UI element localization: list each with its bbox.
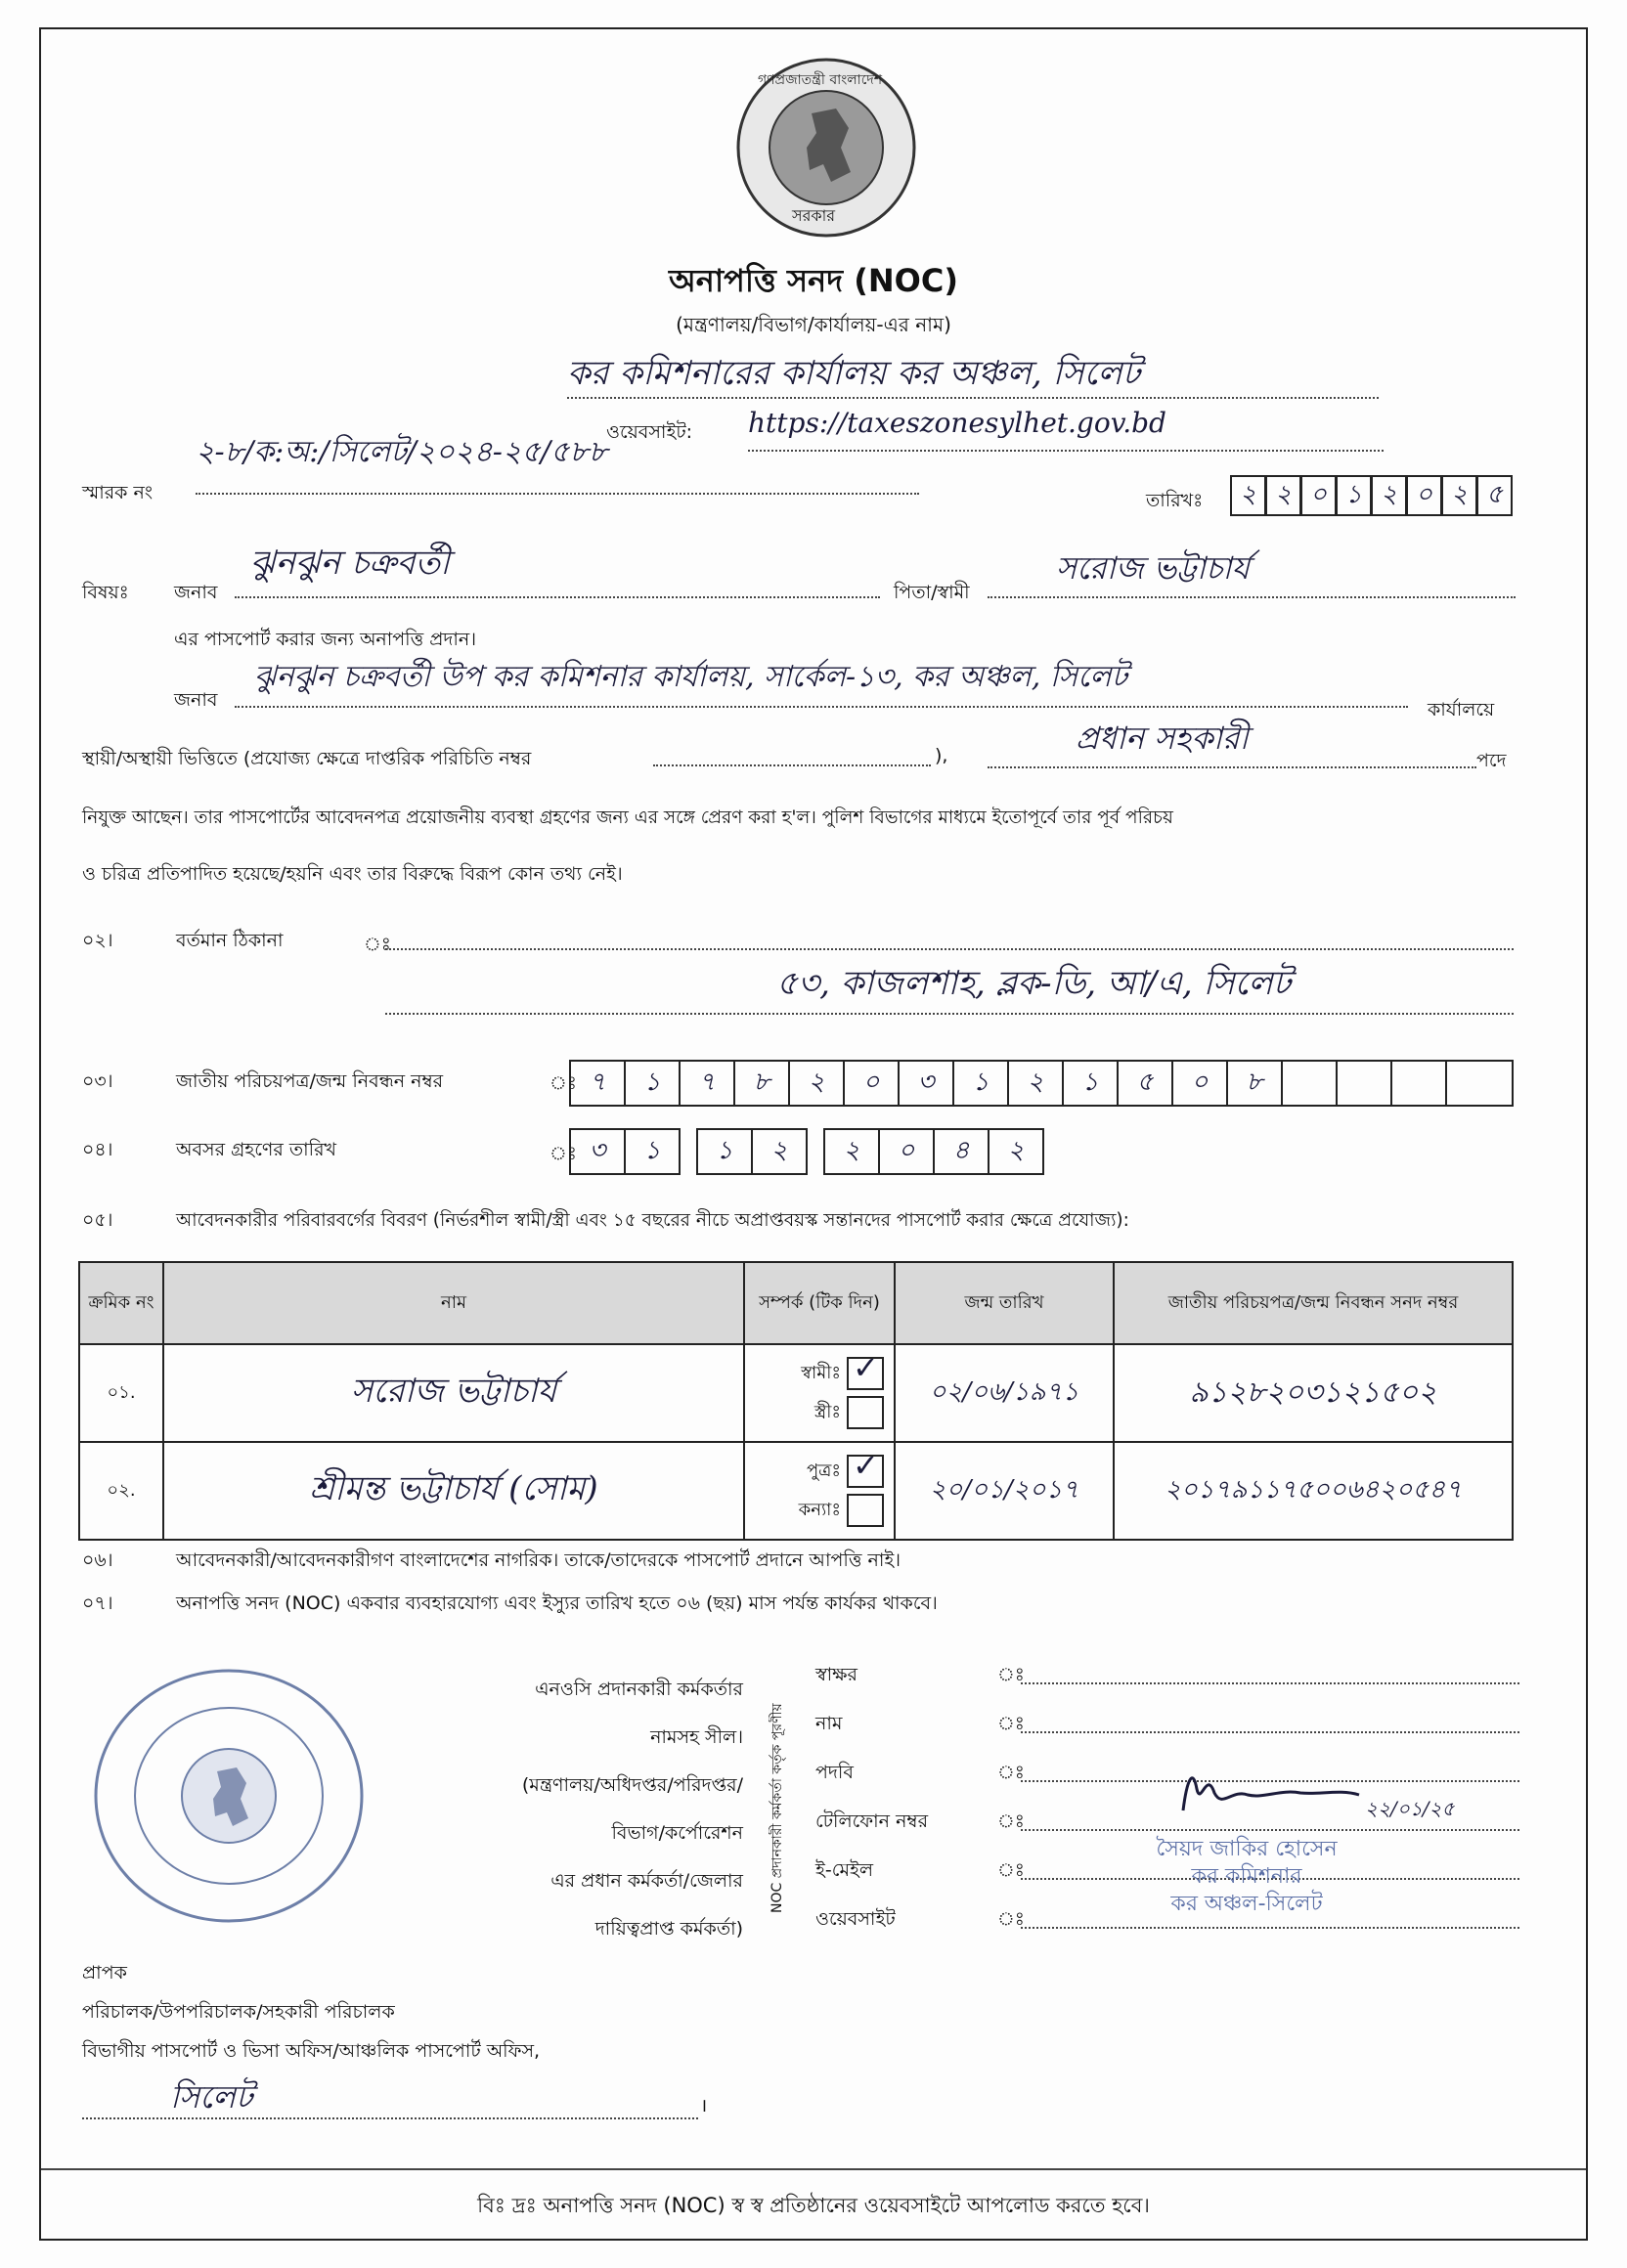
date-boxes	[1230, 475, 1514, 516]
footer-divider	[41, 2168, 1586, 2170]
retirement-digit: ২	[823, 1128, 880, 1175]
family-table	[78, 1261, 1514, 1541]
item-07-num: ০৭।	[82, 1592, 113, 1614]
field-label: ই-মেইল	[815, 1859, 874, 1881]
website-value: https://taxeszonesylhet.gov.bd	[748, 407, 1384, 452]
office-name-line	[567, 348, 1379, 399]
item-02-colon: ঃ	[364, 934, 391, 955]
nid-digit: ৮	[733, 1060, 790, 1107]
field-colon: ঃ	[997, 1713, 1025, 1734]
relation-option-label: স্বামীঃ	[801, 1363, 841, 1383]
row-serial: ০১.	[79, 1344, 163, 1442]
item-03-num: ০৩।	[82, 1070, 113, 1092]
relation-checkbox-checked[interactable]	[847, 1455, 884, 1488]
item-05-label: আবেদনকারীর পরিবারবর্গের বিবরণ (নির্ভরশীল স্বামী/স্ত্রী এবং ১৫ বছরের নীচে অপ্রাপ্তবয়স্ক সন্তানদের পাসপোর্ট করার ক্ষেত্রে প্রযোজ্য):	[176, 1210, 1129, 1231]
field-colon: ঃ	[997, 1810, 1025, 1832]
recipient-line1: পরিচালক/উপপরিচালক/সহকারী পরিচালক	[82, 2001, 395, 2023]
father-value: সরোজ ভট্টাচার্য	[988, 544, 1516, 598]
nid-digit: ২	[1007, 1060, 1064, 1107]
signatory-description	[411, 1666, 743, 1953]
field-name	[815, 1701, 1519, 1750]
nid-digit: ৭	[679, 1060, 735, 1107]
nid-digit: ৮	[1226, 1060, 1283, 1107]
item-05-num: ০৫।	[82, 1209, 113, 1231]
body-mr-label: জনাব	[174, 689, 218, 711]
recipient-line2: বিভাগীয় পাসপোর্ট ও ভিসা অফিস/আঞ্চলিক পাসপোর্ট অফিস,	[82, 2040, 541, 2062]
official-stamp	[1095, 1836, 1398, 1918]
subject-mr-label: জনাব	[174, 582, 218, 603]
header-serial: ক্রমিক নং	[79, 1262, 163, 1344]
row-relation	[744, 1344, 895, 1442]
retirement-digit: ৪	[933, 1128, 989, 1175]
signatory-line: এর প্রধান কর্মকর্তা/জেলার	[550, 1870, 743, 1892]
field-colon: ঃ	[997, 1859, 1025, 1881]
post-value: প্রধান সহকারী	[988, 714, 1476, 768]
field-colon: ঃ	[997, 1664, 1025, 1685]
item-02-label: বর্তমান ঠিকানা	[176, 930, 284, 951]
footer-note: বিঃ দ্রঃ অনাপত্তি সনদ (NOC) স্ব স্ব প্রতিষ্ঠানের ওয়েবসাইটে আপলোড করতে হবে।	[477, 2194, 1150, 2217]
relation-option-label: কন্যাঃ	[798, 1500, 841, 1520]
item-02-num: ০২।	[82, 930, 113, 951]
nid-digit: ০	[843, 1060, 900, 1107]
relation-checkbox[interactable]	[847, 1494, 884, 1527]
basis-close: ),	[935, 745, 948, 766]
retirement-digit: ০	[878, 1128, 935, 1175]
post-suffix: পদে	[1476, 750, 1507, 771]
nid-digit	[1336, 1060, 1392, 1107]
retirement-digit: ২	[751, 1128, 808, 1175]
item-04-colon: ঃ	[550, 1143, 577, 1164]
item-03-colon: ঃ	[550, 1072, 577, 1094]
relation-option-label: পুত্রঃ	[806, 1461, 841, 1481]
stamp-office: কর অঞ্চল-সিলেট	[1170, 1892, 1323, 1916]
nid-digit: ৩	[898, 1060, 954, 1107]
field-label: পদবি	[815, 1762, 854, 1783]
field-label: নাম	[815, 1713, 843, 1734]
official-id-line	[653, 743, 931, 766]
row-relation	[744, 1442, 895, 1540]
field-label: স্বাক্ষর	[815, 1664, 857, 1685]
item-04-label: অবসর গ্রহণের তারিখ	[176, 1139, 337, 1160]
stamp-title: কর কমিশনার	[1191, 1864, 1302, 1889]
nid-boxes	[569, 1060, 1514, 1107]
family-table-header	[79, 1262, 1513, 1344]
item-06-num: ০৬।	[82, 1549, 113, 1571]
table-row	[79, 1442, 1513, 1540]
nid-digit: ২	[788, 1060, 845, 1107]
nid-digit: ৭	[569, 1060, 626, 1107]
date-digit: ২	[1265, 475, 1301, 516]
recipient-city: সিলেট	[82, 2072, 698, 2119]
body-para1: নিযুক্ত আছেন। তার পাসপোর্টের আবেদনপত্র প্রয়োজনীয় ব্যবস্থা গ্রহণের জন্য এর সঙ্গে প্রেরণ করা হ'ল। পুলিশ বিভাগের মাধ্যমে ইতোপূর্বে তার পূর্ব পরিচয়	[82, 807, 1173, 828]
body-mr-value: ঝুনঝুন চক্রবর্তী উপ কর কমিশনার কার্যালয়, সার্কেল-১৩, কর অঞ্চল, সিলেট	[235, 653, 1408, 708]
date-digit: ২	[1441, 475, 1477, 516]
nid-digit: ১	[1062, 1060, 1119, 1107]
table-row	[79, 1344, 1513, 1442]
subject-line2: এর পাসপোর্ট করার জন্য অনাপত্তি প্রদান।	[174, 629, 477, 650]
emblem-ring-bottom: সরকার	[792, 206, 836, 225]
office-name: কর কমিশনারের কার্যালয় কর অঞ্চল, সিলেট	[567, 354, 1141, 393]
row-name: সরোজ ভট্টাচার্য	[163, 1344, 744, 1442]
document-title: অনাপত্তি সনদ (NOC)	[669, 262, 958, 299]
retirement-digit: ৩	[569, 1128, 626, 1175]
row-nid: ৯১২৮২০৩১২১৫০২	[1114, 1344, 1513, 1442]
row-serial: ০২.	[79, 1442, 163, 1540]
row-name: শ্রীমন্ত ভট্টাচার্য (সোম)	[163, 1442, 744, 1540]
retirement-digit: ১	[624, 1128, 681, 1175]
sign-date: ২২/০১/২৫	[1365, 1797, 1455, 1820]
date-digit: ২	[1230, 475, 1266, 516]
nid-digit: ১	[952, 1060, 1009, 1107]
item-03-label: জাতীয় পরিচয়পত্র/জন্ম নিবন্ধন নম্বর	[176, 1070, 444, 1092]
basis-text: স্থায়ী/অস্থায়ী ভিত্তিতে (প্রযোজ্য ক্ষেত্রে দাপ্তরিক পরিচিতি নম্বর	[82, 748, 532, 769]
office-seal	[90, 1664, 368, 1928]
emblem-ring-top: গণপ্রজাতন্ত্রী বাংলাদেশ	[758, 72, 882, 88]
date-digit: ৫	[1476, 475, 1513, 516]
relation-checkbox[interactable]	[847, 1396, 884, 1429]
signatory-line: (মন্ত্রণালয়/অধিদপ্তর/পরিদপ্তর/	[521, 1774, 743, 1796]
handwritten-signature	[1154, 1760, 1388, 1818]
website-label: ওয়েবসাইট:	[606, 421, 693, 443]
father-label: পিতা/স্বামী	[894, 582, 970, 603]
noc-vertical-label: NOC প্রদানকারী কর্মকর্তা কর্তৃক পূরণীয়	[770, 1703, 785, 1914]
memo-label: স্মারক নং	[82, 482, 154, 503]
item-04-num: ০৪।	[82, 1139, 113, 1160]
subject-label: বিষয়ঃ	[82, 582, 129, 603]
address-line-1	[385, 927, 1514, 950]
row-dob: ০২/০৬/১৯৭১	[895, 1344, 1114, 1442]
row-dob: ২০/০১/২০১৭	[895, 1442, 1114, 1540]
field-line	[1021, 1718, 1519, 1733]
stamp-name: সৈয়দ জাকির হোসেন	[1156, 1837, 1338, 1861]
item-07-text: অনাপত্তি সনদ (NOC) একবার ব্যবহারযোগ্য এবং ইস্যুর তারিখ হতে ০৬ (ছয়) মাস পর্যন্ত কার্যকর থাকবে।	[176, 1592, 938, 1614]
nid-digit: ১	[624, 1060, 681, 1107]
recipient-label: প্রাপক	[82, 1962, 127, 1984]
signatory-line: বিভাগ/কর্পোরেশন	[611, 1822, 743, 1844]
field-label: টেলিফোন নম্বর	[815, 1810, 929, 1832]
nid-digit	[1281, 1060, 1338, 1107]
address-value: ৫৩, কাজলশাহ, ব্লক-ডি, আ/এ, সিলেট	[385, 958, 1514, 1015]
date-label: তারিখঃ	[1146, 490, 1204, 511]
item-06-text: আবেদনকারী/আবেদনকারীগণ বাংলাদেশের নাগরিক। তাকে/তাদেরকে পাসপোর্ট প্রদানে আপত্তি নাই।	[176, 1549, 901, 1571]
document-subtitle: (মন্ত্রণালয়/বিভাগ/কার্যালয়-এর নাম)	[676, 313, 951, 336]
relation-checkbox-checked[interactable]	[847, 1357, 884, 1390]
nid-digit	[1445, 1060, 1514, 1107]
subject-name: ঝুনঝুন চক্রবর্তী	[235, 538, 880, 598]
field-colon: ঃ	[997, 1908, 1025, 1930]
field-colon: ঃ	[997, 1762, 1025, 1783]
signatory-line: দায়িত্বপ্রাপ্ত কর্মকর্তা)	[594, 1918, 743, 1940]
field-signature	[815, 1652, 1519, 1701]
nid-digit	[1390, 1060, 1447, 1107]
retirement-digit: ২	[988, 1128, 1044, 1175]
date-digit: ০	[1300, 475, 1337, 516]
date-digit: ০	[1406, 475, 1442, 516]
office-suffix: কার্যালয়ে	[1428, 699, 1495, 720]
retirement-date-boxes	[569, 1128, 1056, 1175]
header-name: নাম	[163, 1262, 744, 1344]
header-nid: জাতীয় পরিচয়পত্র/জন্ম নিবন্ধন সনদ নম্বর	[1114, 1262, 1513, 1344]
row-nid: ২০১৭৯১১৭৫০০৬৪২০৫৪৭	[1114, 1442, 1513, 1540]
header-dob: জন্ম তারিখ	[895, 1262, 1114, 1344]
field-label: ওয়েবসাইট	[815, 1908, 896, 1930]
memo-value: ২-৮/ক:অ:/সিলেট/২০২৪-২৫/৫৮৮	[196, 428, 919, 495]
nid-digit: ৫	[1117, 1060, 1173, 1107]
date-digit: ২	[1371, 475, 1407, 516]
header-relation: সম্পর্ক (টিক দিন)	[744, 1262, 895, 1344]
date-digit: ১	[1336, 475, 1372, 516]
nid-digit: ০	[1171, 1060, 1228, 1107]
field-line	[1021, 1669, 1519, 1684]
relation-option-label: স্ত্রীঃ	[814, 1402, 841, 1422]
recipient-end: ।	[700, 2095, 708, 2116]
signatory-line: এনওসি প্রদানকারী কর্মকর্তার	[535, 1679, 743, 1700]
body-para2: ও চরিত্র প্রতিপাদিত হয়েছে/হয়নি এবং তার বিরুদ্ধে বিরূপ কোন তথ্য নেই।	[82, 863, 623, 885]
retirement-digit: ১	[696, 1128, 753, 1175]
signatory-line: নামসহ সীল।	[650, 1726, 743, 1748]
